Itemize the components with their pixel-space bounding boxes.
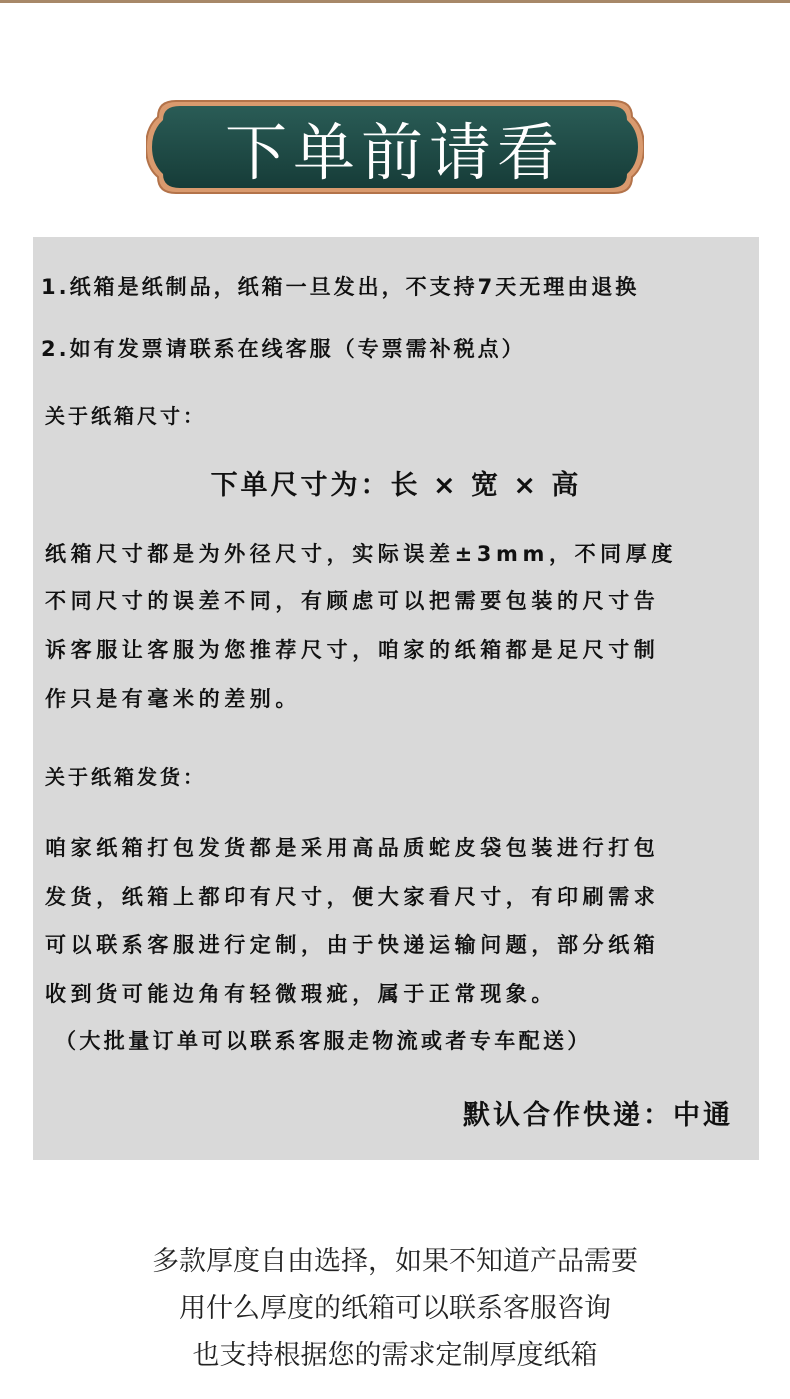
size-paragraph-line: 不同尺寸的误差不同，有顾虑可以把需要包装的尺寸告 — [45, 589, 660, 613]
size-heading: 关于纸箱尺寸： — [45, 404, 206, 428]
shipping-heading: 关于纸箱发货： — [45, 765, 206, 789]
size-paragraph-line: 纸箱尺寸都是为外径尺寸，实际误差±3mm，不同厚度 — [45, 542, 677, 566]
size-paragraph-line: 作只是有毫米的差别。 — [45, 687, 301, 711]
footer-line: 也支持根据您的需求定制厚度纸箱 — [192, 1340, 598, 1371]
banner-title: 下单前请看 — [224, 115, 565, 189]
shipping-paragraph-line: 发货，纸箱上都印有尺寸，便大家看尺寸，有印刷需求 — [45, 885, 660, 909]
invoice-rule: 2.如有发票请联系在线客服（专票需补税点） — [41, 337, 526, 361]
top-divider-line — [0, 0, 790, 3]
shipping-paragraph-line: 咱家纸箱打包发货都是采用高品质蛇皮袋包装进行打包 — [45, 836, 660, 860]
notice-panel — [33, 237, 759, 1160]
default-courier: 默认合作快递：中通 — [463, 1100, 733, 1131]
bulk-order-note: （大批量订单可以联系客服走物流或者专车配送） — [55, 1029, 592, 1053]
footer-line: 多款厚度自由选择，如果不知道产品需要 — [152, 1246, 638, 1277]
size-paragraph-line: 诉客服让客服为您推荐尺寸，咱家的纸箱都是足尺寸制 — [45, 638, 660, 662]
return-policy-rule: 1.纸箱是纸制品，纸箱一旦发出，不支持7天无理由退换 — [41, 275, 640, 299]
shipping-paragraph-line: 收到货可能边角有轻微瑕疵，属于正常现象。 — [45, 982, 557, 1006]
footer-line: 用什么厚度的纸箱可以联系客服咨询 — [179, 1293, 611, 1324]
shipping-paragraph-line: 可以联系客服进行定制，由于快递运输问题，部分纸箱 — [45, 933, 660, 957]
size-formula: 下单尺寸为：长 × 宽 × 高 — [210, 470, 582, 501]
title-banner — [146, 99, 644, 195]
